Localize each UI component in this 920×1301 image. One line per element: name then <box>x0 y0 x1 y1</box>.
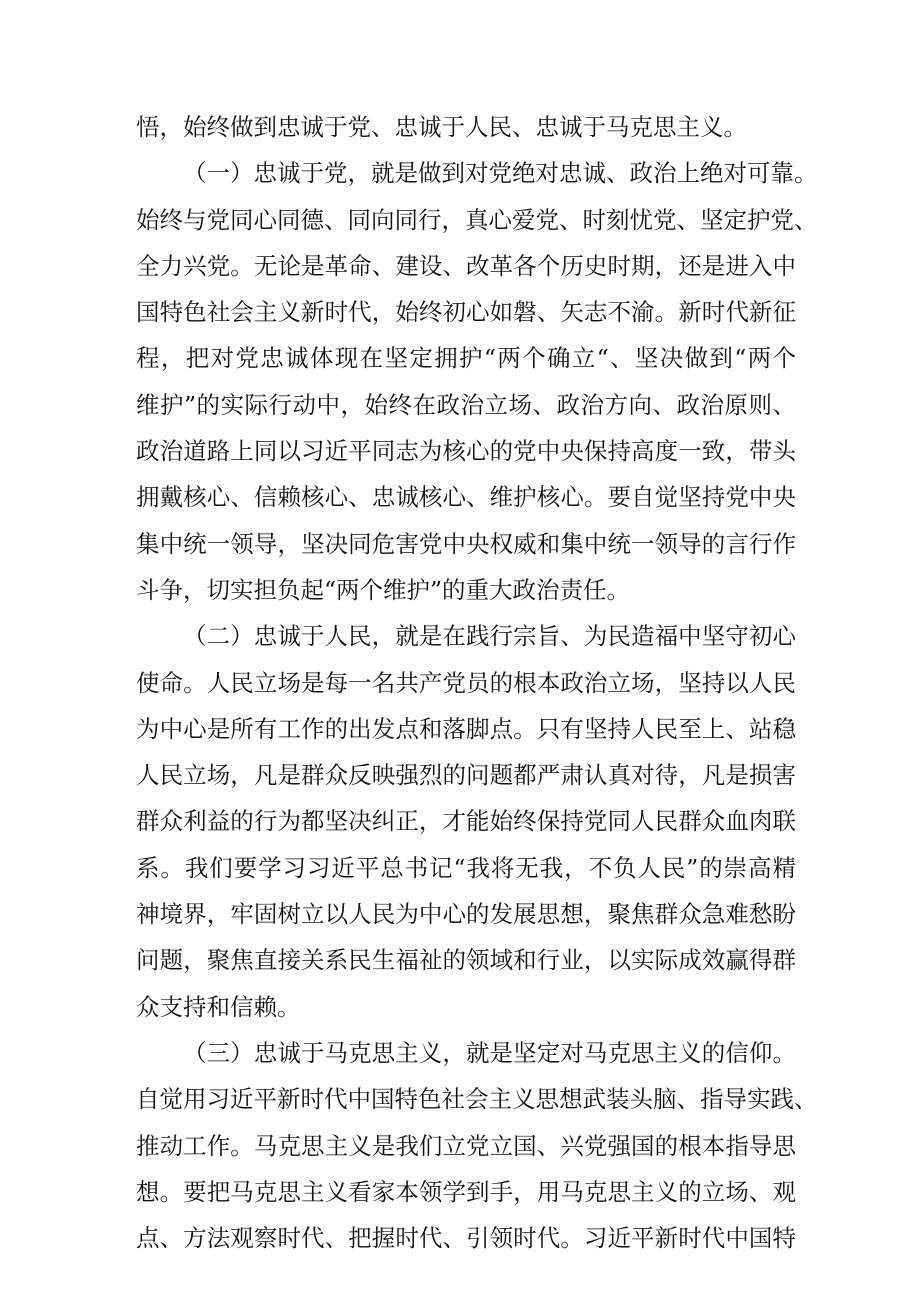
text-line: （二）忠诚于人民，就是在践行宗旨、为民造福中坚守初心 <box>183 622 796 651</box>
text-line: 自觉用习近平新时代中国特色社会主义思想武装头脑、指导实践、 <box>136 1085 818 1114</box>
text-line: 程，把对党忠诚体现在坚定拥护“两个确立“、坚决做到“两个 <box>136 344 796 373</box>
text-line: （三）忠诚于马克思主义，就是坚定对马克思主义的信仰。 <box>183 1038 796 1067</box>
text-line: 集中统一领导，坚决同危害党中央权威和集中统一领导的言行作 <box>136 529 796 558</box>
body-text <box>136 104 818 1261</box>
text-line: 政治道路上同以习近平同志为核心的党中央保持高度一致，带头 <box>136 437 796 466</box>
text-line: 始终与党同心同德、同向同行，真心爱党、时刻忧党、坚定护党、 <box>136 205 818 234</box>
text-line: 想。要把马克思主义看家本领学到手，用马克思主义的立场、观 <box>136 1177 796 1206</box>
paragraph-loyal-to-marxism <box>136 1030 818 1261</box>
text-line: 斗争，切实担负起“两个维护”的重大政治责任。 <box>136 575 631 604</box>
text-line: 推动工作。马克思主义是我们立党立国、兴党强国的根本指导思 <box>136 1131 796 1160</box>
text-line: （一）忠诚于党，就是做到对党绝对忠诚、政治上绝对可靠。 <box>183 159 818 188</box>
text-line: 国特色社会主义新时代，始终初心如磐、矢志不渝。新时代新征 <box>136 298 796 327</box>
text-line: 点、方法观察时代、把握时代、引领时代。习近平新时代中国特 <box>136 1224 796 1253</box>
text-line: 全力兴党。无论是革命、建设、改革各个历史时期，还是进入中 <box>136 251 796 280</box>
text-line: 人民立场，凡是群众反映强烈的问题都严肃认真对待，凡是损害 <box>136 761 796 790</box>
text-line: 悟，始终做到忠诚于党、忠诚于人民、忠诚于马克思主义。 <box>136 113 747 141</box>
text-line: 群众利益的行为都坚决纠正，才能始终保持党同人民群众血肉联 <box>136 807 796 836</box>
text-line: 众支持和信赖。 <box>136 992 301 1021</box>
text-line: 维护”的实际行动中，始终在政治立场、政治方向、政治原则、 <box>136 390 796 419</box>
text-line: 系。我们要学习习近平总书记“我将无我，不负人民”的崇高精 <box>136 853 796 882</box>
text-line: 神境界，牢固树立以人民为中心的发展思想，聚焦群众急难愁盼 <box>136 900 796 929</box>
paragraph-loyal-to-people <box>136 613 796 1030</box>
text-line: 拥戴核心、信赖核心、忠诚核心、维护核心。要自觉坚持党中央 <box>136 483 796 512</box>
text-line: 问题，聚焦直接关系民生福祉的领域和行业，以实际成效赢得群 <box>136 946 796 975</box>
text-line: 为中心是所有工作的出发点和落脚点。只有坚持人民至上、站稳 <box>136 714 796 743</box>
paragraph-continuation <box>136 104 796 150</box>
paragraph-loyal-to-party <box>136 150 818 613</box>
text-line: 使命。人民立场是每一名共产党员的根本政治立场，坚持以人民 <box>136 668 796 697</box>
